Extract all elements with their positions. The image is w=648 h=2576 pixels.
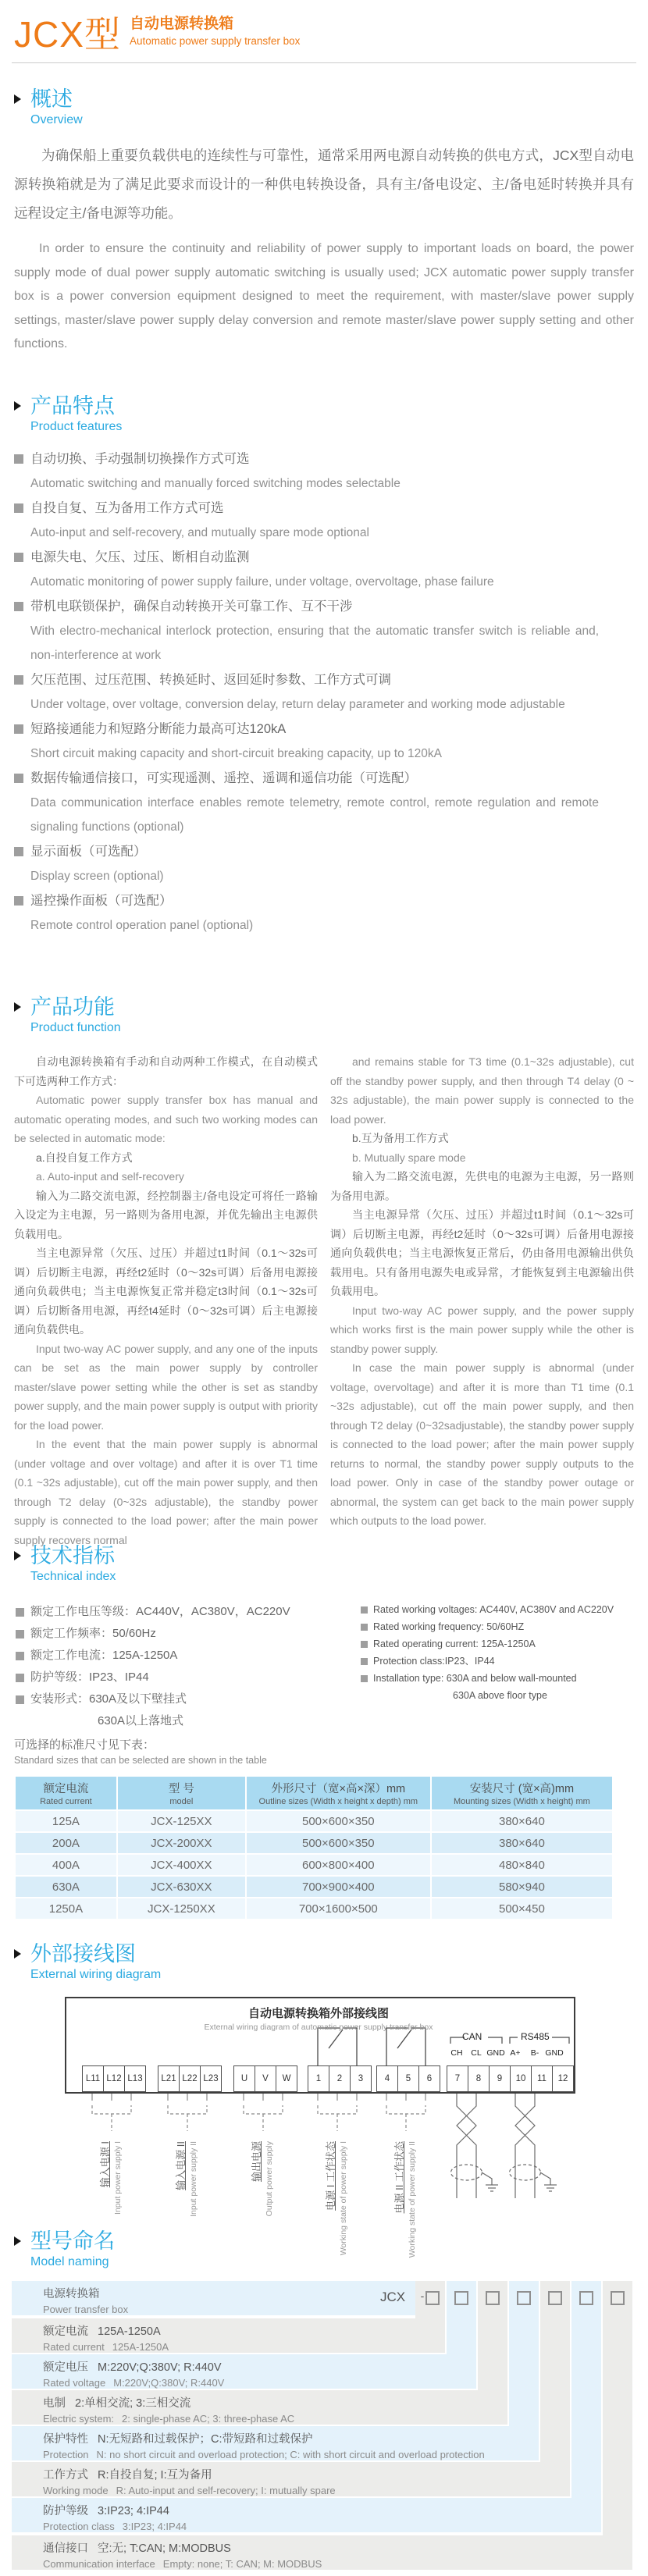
naming-value-cn: M:220V;Q:380V; R:440V (98, 2361, 222, 2374)
terminal: 5 (397, 2065, 419, 2092)
terminal-group-comm (447, 2065, 573, 2092)
tech-text: Rated working frequency: 50/60HZ (373, 1621, 525, 1632)
naming-value-cn: 2:单相交流; 3:三相交流 (75, 2397, 191, 2410)
naming-row-working-mode (12, 2462, 570, 2496)
terminal: 8 (468, 2065, 490, 2092)
bullet-square-icon (16, 1630, 24, 1638)
naming-label-cn: 额定电流 (43, 2325, 88, 2338)
terminal: 6 (418, 2065, 440, 2092)
naming-row-protection (12, 2426, 539, 2460)
brand-subtitle-en: Automatic power supply transfer box (130, 35, 301, 47)
header-cn: 型 号 (168, 1783, 194, 1795)
group-label-cn: 电源 II 工作状态 (393, 2141, 405, 2214)
terminal: L21 (158, 2065, 180, 2092)
terminal-group-input-2 (158, 2065, 221, 2092)
function-paragraph: b.互为备用工作方式 (352, 1132, 449, 1144)
table-row (16, 1833, 612, 1853)
cell: 380×640 (432, 1833, 612, 1853)
pin-label-a-plus: A+ (510, 2048, 521, 2058)
table-row (16, 1898, 612, 1919)
function-paragraph: 当主电源异常（欠压、过压）并超过t1时间（0.1～32s可调）后切断主电源，再经t2延时（0～32s可调）后备用电源接通向负载供电；当主电源恢复正常后，仍由备用电源输出供负载用电。只有备用电源失电或异常，才能恢复到主电源输出供负载用电。 (330, 1208, 634, 1297)
bullet-square-icon (16, 1674, 24, 1682)
naming-label-cn: 保护特性 (43, 2433, 88, 2446)
bullet-square-icon (361, 1641, 368, 1648)
feature-cn: 自动切换、手动强制切换操作方式可选 (30, 452, 250, 466)
cell: 380×640 (432, 1811, 612, 1831)
code-box-icon (548, 2291, 562, 2305)
feature-cn: 欠压范围、过压范围、转换延时、返回延时参数、工作方式可调 (30, 673, 391, 687)
table-header-row (16, 1777, 612, 1809)
hyphen: - (420, 2290, 425, 2302)
function-paragraph: Automatic power supply transfer box has manual and automatic operating modes, and such two working modes can be selected in automatic mode: (14, 1094, 318, 1144)
naming-label-cn: 电源转换箱 (43, 2288, 100, 2300)
code-box-icon (425, 2291, 440, 2305)
tech-item (16, 1601, 290, 1623)
naming-value-cn: 125A-1250A (98, 2325, 161, 2338)
terminal-group-state-2 (376, 2065, 440, 2092)
cell: 580×940 (432, 1877, 612, 1897)
naming-label-en: Rated current (43, 2341, 105, 2353)
bullet-square-icon (14, 675, 23, 685)
naming-band-protection (509, 2281, 539, 2426)
cell: 125A (16, 1811, 116, 1831)
twisted-pair-icon (451, 2092, 482, 2198)
feature-en: Automatic switching and manually forced switching modes selectable (30, 477, 401, 490)
terminal: 9 (489, 2065, 511, 2092)
naming-label-cn: 通信接口 (43, 2542, 88, 2555)
terminal: L11 (82, 2065, 104, 2092)
group-label-cn: 输出电源 (251, 2141, 262, 2183)
tech-text: 额定工作频率：50/60Hz (30, 1627, 156, 1640)
cell: 200A (16, 1833, 116, 1853)
bullet-square-icon (14, 602, 23, 611)
naming-value-en: M:220V;Q:380V; R:440V (113, 2377, 225, 2389)
technical-left-column (16, 1601, 290, 1732)
group-label-en: Working state of power supply I (339, 2141, 348, 2256)
cell: 480×840 (432, 1855, 612, 1875)
feature-en: Remote control operation panel (optional) (30, 919, 254, 932)
tech-text: Installation type: 630A and below wall-mounted (373, 1673, 577, 1684)
feature-cn: 遥控操作面板（可选配） (30, 894, 173, 908)
pin-label-ch: CH (450, 2048, 463, 2058)
cell: 700×1600×500 (247, 1898, 430, 1919)
technical-heading (14, 1544, 634, 1584)
code-box-icon (579, 2291, 593, 2305)
cell: 700×900×400 (247, 1877, 430, 1897)
col-header-model (118, 1777, 245, 1809)
bullet-square-icon (14, 847, 23, 856)
feature-cn: 数据传输通信接口，可实现遥测、遥控、遥调和遥信功能（可选配） (30, 771, 417, 785)
bullet-square-icon (361, 1658, 368, 1665)
naming-label-en: Rated voltage (43, 2377, 106, 2389)
bullet-square-icon (16, 1652, 24, 1660)
function-title-cn: 产品功能 (30, 995, 115, 1019)
naming-label-en: Electric system: (43, 2413, 115, 2425)
naming-row-electric-system (12, 2390, 507, 2425)
feature-item (14, 667, 634, 692)
naming-label-cn: 防护等级 (43, 2505, 88, 2517)
terminal: 1 (308, 2065, 329, 2092)
function-paragraph: a.自投自复工作方式 (36, 1151, 133, 1164)
wiring-title-en: External wiring diagram (30, 1968, 162, 1981)
bullet-square-icon (14, 724, 23, 734)
section-function (14, 995, 634, 1550)
col-header-mounting-sizes (432, 1777, 612, 1809)
feature-list (14, 447, 634, 938)
naming-value-en: Empty: none; T: CAN; M: MODBUS (162, 2558, 322, 2570)
terminal: V (255, 2065, 276, 2092)
header-cn: 额定电流 (43, 1783, 89, 1795)
bullet-square-icon (16, 1608, 24, 1617)
naming-band-electric-system (478, 2281, 507, 2390)
naming-value-en: 2: single-phase AC; 3: three-phase AC (122, 2413, 295, 2425)
section-features (14, 394, 634, 938)
terminal: 4 (376, 2065, 398, 2092)
terminal-group-state-1 (308, 2065, 371, 2092)
bullet-square-icon (14, 774, 23, 783)
naming-row-protection-class (12, 2498, 601, 2532)
feature-cn: 电源失电、欠压、过压、断相自动监测 (30, 550, 250, 564)
header-cn: 外形尺寸（宽×高×深）mm (271, 1783, 406, 1795)
naming-label-en: Power transfer box (43, 2304, 129, 2315)
pin-label-gnd: GND (486, 2048, 505, 2058)
wiring-heading (14, 1942, 634, 1982)
naming-label-cn: 电制 (43, 2397, 66, 2410)
naming-band-rated-voltage (447, 2281, 476, 2354)
technical-columns (14, 1601, 634, 1734)
header-cn: 安装尺寸 (宽×高)mm (469, 1783, 575, 1795)
section-wiring (14, 1942, 634, 2258)
sizes-table (14, 1775, 614, 1920)
ground-icon (482, 2172, 498, 2191)
function-paragraph: Input two-way AC power supply, and any one of the inputs can be set as the main power supply by controller master/slave power setting while the other is set as standby power supply, and the main power supply is output with priority for the load power. (14, 1342, 318, 1432)
feature-item (14, 766, 634, 791)
group-connector-icon (92, 2094, 425, 2131)
naming-row-power-transfer-box (12, 2281, 415, 2315)
tech-item (361, 1601, 614, 1618)
feature-item (14, 717, 634, 742)
naming-label-cn: 工作方式 (43, 2469, 88, 2482)
function-paragraph: a. Auto-input and self-recovery (36, 1170, 184, 1183)
rs485-bus-label: RS485 (521, 2031, 550, 2042)
features-heading (14, 394, 634, 434)
tech-text: Rated operating current: 125A-1250A (373, 1638, 536, 1649)
bullet-square-icon (361, 1675, 368, 1682)
feature-cn: 自投自复、互为备用工作方式可选 (30, 501, 224, 515)
section-sizes (14, 1736, 634, 1920)
terminal: 2 (329, 2065, 351, 2092)
feature-item (14, 888, 634, 913)
function-paragraph: and remains stable for T3 time (0.1~32s adjustable), cut off the standby power supply, and then through T4 delay (0 ~ 32s adjustable), the main power supply is connected to the load power. (330, 1055, 634, 1126)
terminal: L12 (103, 2065, 125, 2092)
feature-en: With electro-mechanical interlock protection, ensuring that the automatic transfer switch is reliable and, non-interference at work (30, 624, 599, 662)
cell: 1250A (16, 1898, 116, 1919)
table-row (16, 1877, 612, 1897)
brand-subtitle (130, 12, 300, 47)
overview-title-cn: 概述 (30, 87, 73, 111)
function-paragraph: In case the main power supply is abnormal (under voltage, overvoltage) and after it is more than T1 time (0.1 ~32s adjustable), cut off the main power supply, and then through T2 delay (0~32sadjustable), the standby power supply is connected to the load power; after the main power supply returns to normal, the standby power supply outputs to the load power. Only in case of the standby power outage or abnormal, the system can get back to the main power supply which outputs to the load power. (330, 1361, 634, 1527)
naming-value-en: 3:IP23; 4:IP44 (122, 2521, 187, 2532)
section-overview (14, 87, 634, 357)
naming-title-en: Model naming (30, 2255, 109, 2268)
naming-label-en: Working mode (43, 2485, 109, 2496)
terminal: 12 (552, 2065, 574, 2092)
brand-subtitle-cn: 自动电源转换箱 (130, 16, 234, 32)
section-naming (14, 2229, 634, 2269)
tech-item (361, 1618, 614, 1635)
function-right-column (330, 1052, 634, 1550)
header-en: Outline sizes (Width x height x depth) mm (258, 1797, 418, 1806)
naming-prefix: JCX (380, 2290, 406, 2304)
feature-cn: 短路接通能力和短路分断能力最高可达120kA (30, 722, 287, 736)
section-technical (14, 1544, 634, 1734)
naming-value-cn: 空:无; T:CAN; M:MODBUS (98, 2542, 231, 2555)
cell: 500×450 (432, 1898, 612, 1919)
section-arrow-icon (14, 1949, 21, 1959)
col-header-rated-current (16, 1777, 116, 1809)
feature-item (14, 839, 634, 864)
tech-text: 安装形式：630A及以下壁挂式 (30, 1692, 187, 1706)
overview-title-en: Overview (30, 113, 83, 126)
terminal-group-input-1 (82, 2065, 145, 2092)
tech-item (16, 1688, 290, 1710)
feature-cn: 带机电联锁保护，确保自动转换开关可靠工作、互不干涉 (30, 600, 353, 614)
section-arrow-icon (14, 2236, 21, 2246)
naming-row-communication-interface (12, 2535, 632, 2570)
tech-text: 额定工作电流：125A-1250A (30, 1649, 178, 1662)
feature-item (14, 594, 634, 619)
naming-band-rated-current (415, 2281, 445, 2318)
col-header-outline-sizes (247, 1777, 430, 1809)
naming-heading (14, 2229, 634, 2269)
naming-value-en: R: Auto-input and self-recovery; I: mutually spare (116, 2485, 336, 2496)
naming-row-rated-current (12, 2318, 445, 2353)
header-en: model (169, 1797, 194, 1806)
technical-title-cn: 技术指标 (30, 1544, 115, 1567)
naming-band-protection-class (571, 2281, 601, 2498)
function-paragraph: b. Mutually spare mode (352, 1151, 466, 1164)
bullet-square-icon (16, 1695, 24, 1704)
can-bus-label: CAN (462, 2031, 482, 2042)
bullet-square-icon (361, 1606, 368, 1614)
tech-text: Rated working voltages: AC440V, AC380V and AC220V (373, 1604, 614, 1615)
feature-item (14, 496, 634, 521)
features-title-cn: 产品特点 (30, 394, 115, 418)
terminal: L22 (179, 2065, 201, 2092)
table-row (16, 1855, 612, 1875)
group-label-en: Input power supply II (189, 2141, 198, 2217)
overview-heading (14, 87, 634, 127)
bullet-square-icon (361, 1624, 368, 1631)
pin-label-gnd: GND (545, 2048, 564, 2058)
function-paragraph: In the event that the main power supply is abnormal (under voltage and over voltage) and after it is over T1 time (0.1 ~32s adjustable), cut off the main power supply, and then through T2 delay (0~32s adjustable), the standby power supply is connected to the load power; after the main power supply recovers normal (14, 1438, 318, 1546)
naming-label-en: Protection class (43, 2521, 115, 2532)
tech-item-extra: 630A above floor type (453, 1690, 547, 1701)
section-arrow-icon (14, 1002, 21, 1012)
function-paragraph: Input two-way AC power supply, and the power supply which works first is the main power supply while the other is standby power supply. (330, 1304, 634, 1355)
bullet-square-icon (14, 553, 23, 562)
naming-value-en: 125A-1250A (112, 2341, 169, 2353)
overview-paragraph-en: In order to ensure the continuity and reliability of power supply to important loads on board, the power supply mode of dual power supply automatic switching is usually used; JCX automatic power supply transfer box is a power conversion equipment designed to meet the requirement, with master/slave power supply settings, master/slave power supply delay conversion and remote master/slave power supply setting and other functions. (14, 242, 634, 350)
terminal: L13 (124, 2065, 146, 2092)
sizes-intro-en: Standard sizes that can be selected are shown in the table (14, 1755, 267, 1766)
code-box-icon (611, 2291, 625, 2305)
function-paragraph: 输入为二路交流电源，经控制器主/备电设定可将任一路输入设定为主电源，另一路则为备用电源，并优先输出主电源供负载用电。 (14, 1189, 318, 1240)
wiring-title-cn: 外部接线图 (30, 1942, 136, 1966)
group-label-cn: 输入电源 II (175, 2141, 187, 2190)
cell: 400A (16, 1855, 116, 1875)
feature-item (14, 545, 634, 570)
tech-item-extra: 630A以上落地式 (98, 1714, 184, 1727)
overview-paragraph-cn: 为确保船上重要负载供电的连续性与可靠性，通常采用两电源自动转换的供电方式，JCX型自动电源转换箱就是为了满足此要求而设计的一种供电转换设备，具有主/备电设定、主/备电延时转换并具有远程设定主/备电源等功能。 (14, 148, 634, 221)
bullet-square-icon (14, 896, 23, 906)
naming-value-en: N: no short circuit and overload protection; C: with short circuit and overload protection (96, 2449, 485, 2460)
naming-value-cn: 3:IP23; 4:IP44 (98, 2505, 169, 2517)
pin-label-cl: CL (471, 2048, 482, 2058)
tech-item (361, 1670, 614, 1687)
tech-item (16, 1623, 290, 1645)
twisted-pair-icon (510, 2092, 541, 2198)
naming-label-en: Protection (43, 2449, 89, 2460)
terminal: L23 (200, 2065, 222, 2092)
function-left-column (14, 1052, 318, 1550)
bullet-square-icon (14, 454, 23, 464)
terminal-group-output (233, 2065, 297, 2092)
cell: JCX-1250XX (118, 1898, 245, 1919)
naming-label-en: Communication interface (43, 2558, 155, 2570)
cell: JCX-125XX (118, 1811, 245, 1831)
function-heading (14, 995, 634, 1035)
terminal: 7 (447, 2065, 468, 2092)
cell: 630A (16, 1877, 116, 1897)
tech-text: 额定工作电压等级：AC440V，AC380V，AC220V (30, 1605, 290, 1618)
pin-label-b-minus: B- (530, 2048, 539, 2058)
tech-item (16, 1667, 290, 1688)
naming-row-rated-voltage (12, 2354, 476, 2389)
cell: 600×800×400 (247, 1855, 430, 1875)
feature-en: Data communication interface enables remote telemetry, remote control, remote regulation and remote signaling functions (optional) (30, 796, 599, 834)
ground-icon (540, 2172, 557, 2191)
function-paragraph: 自动电源转换箱有手动和自动两种工作模式，在自动模式下可选两种工作方式： (14, 1055, 318, 1087)
naming-value-cn: R:自投自复; I:互为备用 (98, 2469, 212, 2482)
tech-text: Protection class:IP23、IP44 (373, 1656, 495, 1667)
tech-item (16, 1645, 290, 1667)
cell: JCX-200XX (118, 1833, 245, 1853)
feature-en: Display screen (optional) (30, 870, 164, 883)
code-box-icon (454, 2291, 468, 2305)
function-paragraph: 输入为二路交流电源，先供电的电源为主电源，另一路则为备用电源。 (330, 1170, 634, 1202)
header-en: Mounting sizes (Width x height) mm (453, 1797, 590, 1806)
naming-band-communication (603, 2281, 632, 2535)
section-arrow-icon (14, 94, 21, 104)
header-en: Rated current (40, 1797, 92, 1806)
group-label-cn: 输入电源 I (99, 2141, 111, 2188)
naming-value-cn: N:无短路和过载保护；C:带短路和过载保护 (98, 2433, 313, 2446)
function-title-en: Product function (30, 1021, 121, 1034)
group-label-en: Working state of power supply II (408, 2141, 417, 2258)
technical-right-column (361, 1601, 614, 1704)
group-label-cn: 电源 I 工作状态 (325, 2141, 336, 2211)
feature-en: Short circuit making capacity and short-circuit breaking capacity, up to 120kA (30, 747, 442, 760)
terminal: U (233, 2065, 255, 2092)
function-paragraph: 当主电源异常（欠压、过压）并超过t1时间（0.1～32s可调）后切断主电源，再经t2延时（0～32s可调）后备用电源接通向负载供电；当主电源恢复正常并稳定t3时间（0.1～32s可调）后切断备用电源，再经t4延时（0～32s可调）后主电源接通向负载供电。 (14, 1247, 318, 1336)
group-label-en: Input power supply I (113, 2141, 123, 2215)
cell: JCX-630XX (118, 1877, 245, 1897)
cell: 500×600×350 (247, 1833, 430, 1853)
code-box-icon (486, 2291, 500, 2305)
terminal: 11 (531, 2065, 553, 2092)
terminal: W (276, 2065, 297, 2092)
technical-title-en: Technical index (30, 1570, 116, 1583)
feature-cn: 显示面板（可选配） (30, 845, 147, 859)
diagram-title-en: External wiring diagram of automatic power supply transfer box (204, 2023, 433, 2032)
cell: 500×600×350 (247, 1811, 430, 1831)
cell: JCX-400XX (118, 1855, 245, 1875)
header-divider (12, 62, 636, 63)
code-box-icon (517, 2291, 531, 2305)
naming-title-cn: 型号命名 (30, 2229, 115, 2253)
diagram-title-cn: 自动电源转换箱外部接线图 (247, 2007, 389, 2020)
feature-item (14, 447, 634, 471)
features-title-en: Product features (30, 420, 123, 433)
feature-en: Automatic monitoring of power supply failure, under voltage, overvoltage, phase failure (30, 575, 494, 589)
table-row (16, 1811, 612, 1831)
sizes-intro-cn: 可选择的标准尺寸见下表： (14, 1738, 155, 1752)
function-columns (14, 1052, 634, 1550)
bullet-square-icon (14, 503, 23, 513)
naming-band-working-mode (540, 2281, 570, 2462)
feature-en: Under voltage, over voltage, conversion delay, return delay parameter and working mode adjustable (30, 698, 565, 711)
brand-title: JCX型 (14, 14, 121, 55)
group-label-en: Output power supply (265, 2141, 274, 2217)
section-arrow-icon (14, 401, 21, 411)
naming-label-cn: 额定电压 (43, 2361, 88, 2374)
section-arrow-icon (14, 1551, 21, 1560)
tech-text: 防护等级：IP23、IP44 (30, 1670, 149, 1684)
terminal: 3 (350, 2065, 372, 2092)
terminal: 10 (510, 2065, 532, 2092)
tech-item (361, 1653, 614, 1670)
tech-item (361, 1635, 614, 1653)
feature-en: Auto-input and self-recovery, and mutually spare mode optional (30, 526, 369, 539)
